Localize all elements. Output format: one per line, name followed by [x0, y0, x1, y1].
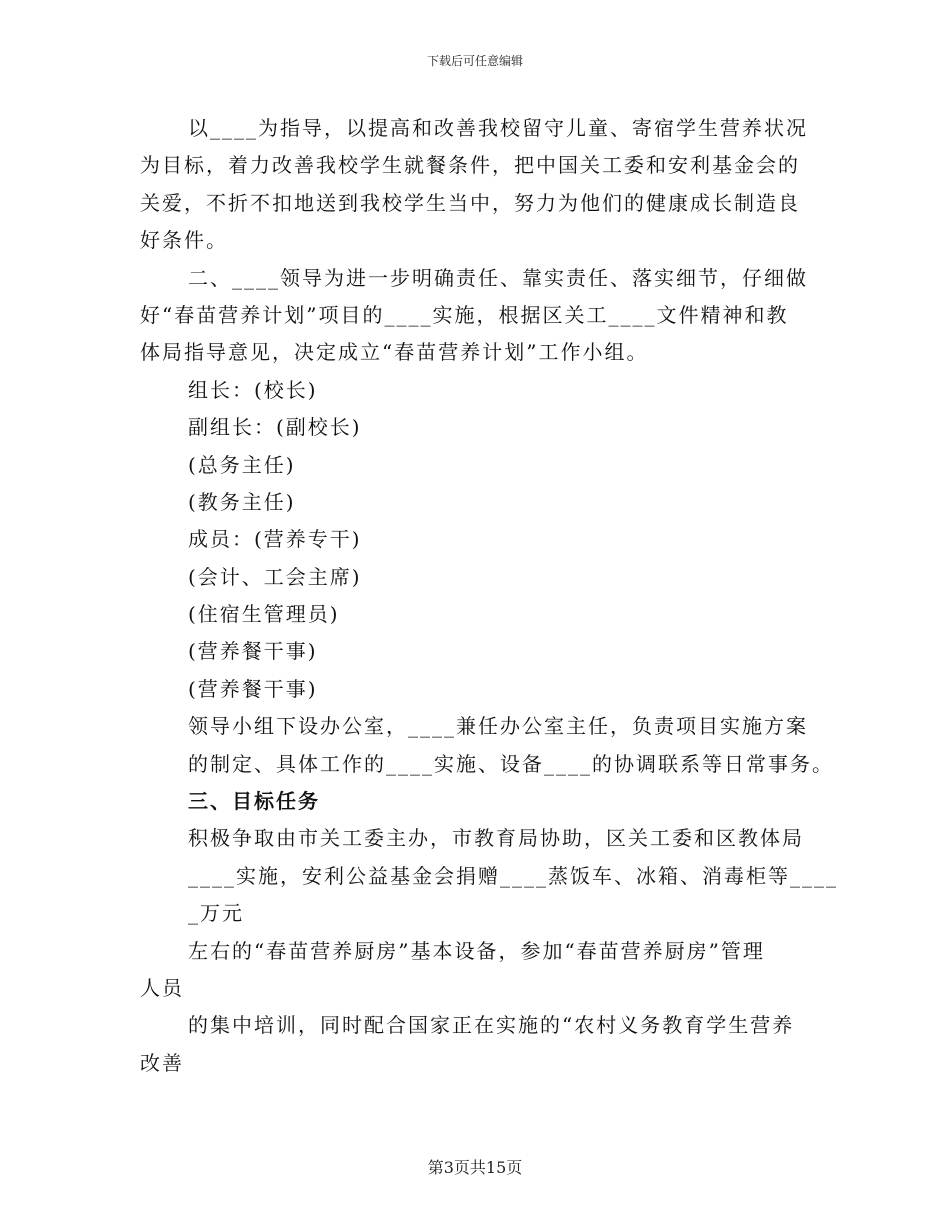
text-line: 副组长：(副校长) [188, 415, 362, 440]
text-line: 关爱，不折不扣地送到我校学生当中，努力为他们的健康成长制造良 [140, 190, 800, 215]
document-body [140, 110, 838, 1082]
text-line: (营养餐干事) [188, 676, 318, 701]
text-line: 左右的“春苗营养厨房”基本设备，参加“春苗营养厨房”管理 [188, 938, 765, 963]
text-line: (总务主任) [188, 452, 296, 477]
text-line: (营养餐干事) [188, 639, 318, 664]
page-footer: 第3页共15页 [427, 1158, 523, 1177]
text-line: 成员：(营养专干) [188, 527, 362, 552]
text-line: 组长：(校长) [188, 377, 318, 402]
text-line: 二、____领导为进一步明确责任、靠实责任、落实细节，仔细做 [188, 265, 808, 290]
text-line: 领导小组下设办公室，____兼任办公室主任，负责项目实施方案 [188, 714, 808, 739]
text-line: 积极争取由市关工委主办，市教育局协助，区关工委和区教体局 [188, 826, 804, 851]
text-line: 改善 [140, 1050, 184, 1075]
text-line: 好“春苗营养计划”项目的____实施，根据区关工____文件精神和教 [140, 302, 789, 327]
text-line: 人员 [140, 975, 184, 1000]
text-line: (教务主任) [188, 489, 296, 514]
text-line: (住宿生管理员) [188, 602, 340, 627]
text-line: 体局指导意见，决定成立“春苗营养计划”工作小组。 [140, 340, 649, 365]
text-line: _万元 [188, 901, 244, 926]
text-line: 的集中培训，同时配合国家正在实施的“农村义务教育学生营养 [188, 1013, 795, 1038]
text-line: 好条件。 [140, 228, 228, 253]
text-line: 为目标，着力改善我校学生就餐条件，把中国关工委和安利基金会的 [140, 153, 800, 178]
text-line: 的制定、具体工作的____实施、设备____的协调联系等日常事务。 [188, 751, 834, 776]
text-line: 以____为指导，以提高和改善我校留守儿童、寄宿学生营养状况 [188, 116, 808, 140]
text-line: (会计、工会主席) [188, 564, 362, 589]
page-header: 下载后可任意编辑 [426, 54, 523, 68]
section-heading: 三、目标任务 [188, 789, 320, 814]
text-line: ____实施，安利公益基金会捐赠____蒸饭车、冰箱、消毒柜等____ [188, 863, 838, 888]
